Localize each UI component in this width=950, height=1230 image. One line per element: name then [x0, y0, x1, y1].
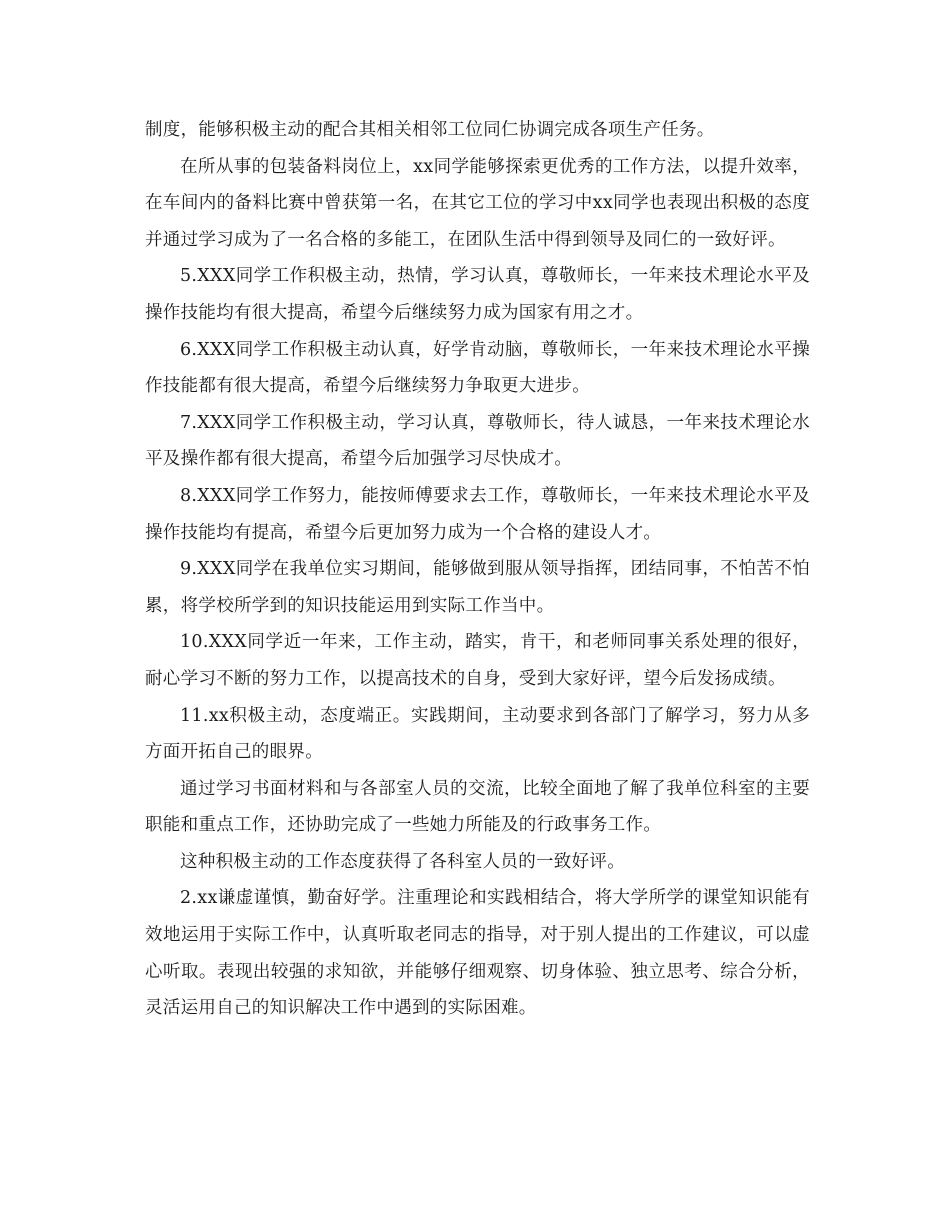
paragraph-item-11: 11.xx积极主动，态度端正。实践期间，主动要求到各部门了解学习，努力从多方面开拓自己的眼界。 [145, 705, 810, 763]
paragraph-item-9: 9.XXX同学在我单位实习期间，能够做到服从领导指挥，团结同事，不怕苦不怕累，将学校所学到的知识技能运用到实际工作当中。 [145, 559, 810, 616]
document-body [145, 112, 810, 1027]
paragraph-item-6: 6.XXX同学工作积极主动认真，好学肯动脑，尊敬师长，一年来技术理论水平操作技能都有很大提高，希望今后继续努力争取更大进步。 [145, 339, 810, 397]
paragraph-study-materials: 通过学习书面材料和与各部室人员的交流，比较全面地了解了我单位科室的主要职能和重点工作，还协助完成了一些她力所能及的行政事务工作。 [145, 778, 810, 836]
paragraph-item-8: 8.XXX同学工作努力，能按师傅要求去工作，尊敬师长，一年来技术理论水平及操作技能均有提高，希望今后更加努力成为一个合格的建设人才。 [145, 485, 810, 543]
paragraph-item-7: 7.XXX同学工作积极主动，学习认真，尊敬师长，待人诚恳，一年来技术理论水平及操作都有很大提高，希望今后加强学习尽快成才。 [145, 412, 810, 470]
paragraph-item-10: 10.XXX同学近一年来，工作主动，踏实，肯干，和老师同事关系处理的很好，耐心学习不断的努力工作，以提高技术的自身，受到大家好评，望今后发扬成绩。 [145, 632, 810, 689]
paragraph-attitude: 这种积极主动的工作态度获得了各科室人员的一致好评。 [180, 851, 625, 872]
paragraph-item-2: 2.xx谦虚谨慎，勤奋好学。注重理论和实践相结合，将大学所学的课堂知识能有效地运用于实际工作中，认真听取老同志的指导，对于别人提出的工作建议，可以虚心听取。表现出较强的求知欲，并能够仔细观察、切身体验、独立思考、综合分析，灵活运用自己的知识解决工作中遇到的实际困难。 [145, 888, 810, 1019]
paragraph-continuation: 制度，能够积极主动的配合其相关相邻工位同仁协调完成各项生产任务。 [145, 120, 715, 140]
paragraph-item-5: 5.XXX同学工作积极主动，热情，学习认真，尊敬师长，一年来技术理论水平及操作技能均有很大提高，希望今后继续努力成为国家有用之才。 [145, 266, 810, 323]
paragraph-packaging-post: 在所从事的包装备料岗位上，xx同学能够探索更优秀的工作方法，以提升效率，在车间内的备料比赛中曾获第一名，在其它工位的学习中xx同学也表现出积极的态度并通过学习成为了一名合格的多能工，在团队生活中得到领导及同仁的一致好评。 [145, 156, 810, 250]
